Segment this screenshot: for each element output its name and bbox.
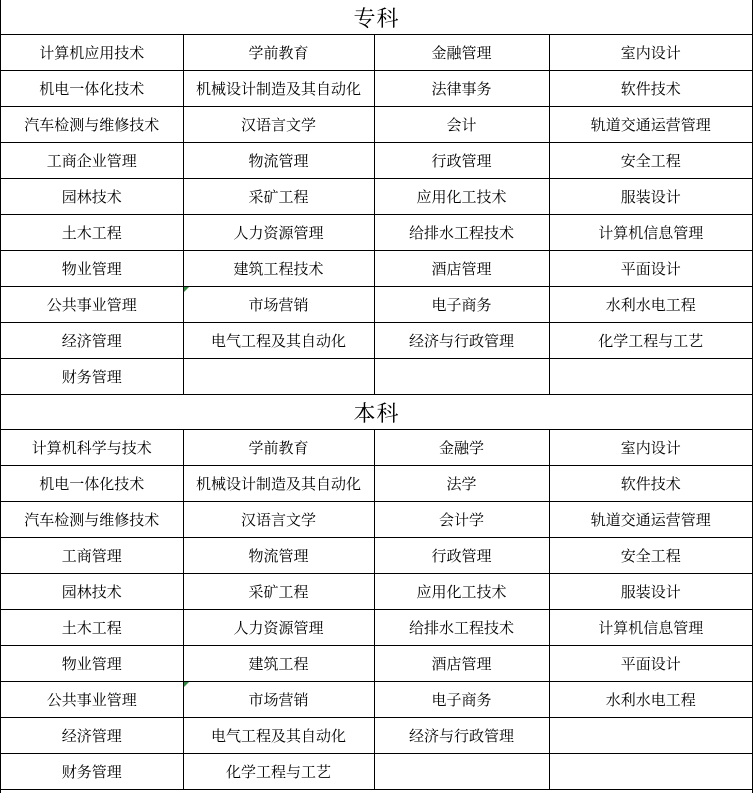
table-cell: 金融管理 xyxy=(374,35,549,71)
majors-table xyxy=(1,0,752,790)
table-cell: 电气工程及其自动化 xyxy=(183,718,374,754)
table-row xyxy=(1,682,752,718)
table-cell-marked xyxy=(183,287,374,323)
table-cell: 汉语言文学 xyxy=(183,107,374,143)
table-cell: 电气工程及其自动化 xyxy=(183,323,374,359)
table-cell: 轨道交通运营管理 xyxy=(549,107,752,143)
table-cell: 机械设计制造及其自动化 xyxy=(183,71,374,107)
table-cell: 酒店管理 xyxy=(374,646,549,682)
table-row xyxy=(1,754,752,790)
table-cell: 软件技术 xyxy=(549,466,752,502)
table-cell xyxy=(183,359,374,395)
table-cell: 水利水电工程 xyxy=(549,682,752,718)
table-cell xyxy=(549,359,752,395)
table-cell: 工商管理 xyxy=(1,538,183,574)
table-cell: 采矿工程 xyxy=(183,574,374,610)
table-cell: 土木工程 xyxy=(1,215,183,251)
table-cell: 人力资源管理 xyxy=(183,215,374,251)
table-cell: 工商企业管理 xyxy=(1,143,183,179)
table-cell: 服装设计 xyxy=(549,574,752,610)
table-cell: 经济管理 xyxy=(1,718,183,754)
table-row xyxy=(1,538,752,574)
table-cell: 金融学 xyxy=(374,430,549,466)
table-cell: 经济管理 xyxy=(1,323,183,359)
table-cell: 土木工程 xyxy=(1,610,183,646)
table-row xyxy=(1,251,752,287)
table-cell: 汽车检测与维修技术 xyxy=(1,502,183,538)
table-cell: 法律事务 xyxy=(374,71,549,107)
table-cell: 汉语言文学 xyxy=(183,502,374,538)
table-cell: 经济与行政管理 xyxy=(374,718,549,754)
table-cell: 汽车检测与维修技术 xyxy=(1,107,183,143)
table-row xyxy=(1,718,752,754)
table-row xyxy=(1,107,752,143)
table-cell: 平面设计 xyxy=(549,251,752,287)
table-row xyxy=(1,430,752,466)
table-row xyxy=(1,215,752,251)
table-cell: 会计学 xyxy=(374,502,549,538)
table-cell: 建筑工程 xyxy=(183,646,374,682)
table-cell: 人力资源管理 xyxy=(183,610,374,646)
table-cell: 公共事业管理 xyxy=(1,682,183,718)
table-cell: 给排水工程技术 xyxy=(374,215,549,251)
majors-table-body xyxy=(1,0,752,790)
section-title-row xyxy=(1,395,752,430)
table-cell: 建筑工程技术 xyxy=(183,251,374,287)
table-cell: 公共事业管理 xyxy=(1,287,183,323)
table-cell: 财务管理 xyxy=(1,359,183,395)
table-cell: 电子商务 xyxy=(374,287,549,323)
table-cell: 园林技术 xyxy=(1,179,183,215)
table-cell: 经济与行政管理 xyxy=(374,323,549,359)
table-cell: 应用化工技术 xyxy=(374,574,549,610)
table-cell: 机电一体化技术 xyxy=(1,466,183,502)
table-cell: 机电一体化技术 xyxy=(1,71,183,107)
table-cell xyxy=(549,754,752,790)
cell-comment-marker xyxy=(184,287,189,292)
section-title-zhuanke: 专科 xyxy=(1,0,752,35)
table-cell: 行政管理 xyxy=(374,538,549,574)
table-cell: 室内设计 xyxy=(549,430,752,466)
table-cell: 物业管理 xyxy=(1,646,183,682)
table-cell: 轨道交通运营管理 xyxy=(549,502,752,538)
table-row xyxy=(1,502,752,538)
table-row xyxy=(1,466,752,502)
table-cell: 软件技术 xyxy=(549,71,752,107)
table-cell: 物流管理 xyxy=(183,143,374,179)
table-row xyxy=(1,287,752,323)
section-title-benke: 本科 xyxy=(1,395,752,430)
table-cell: 物业管理 xyxy=(1,251,183,287)
table-cell: 行政管理 xyxy=(374,143,549,179)
table-cell: 物流管理 xyxy=(183,538,374,574)
table-row xyxy=(1,359,752,395)
table-cell: 安全工程 xyxy=(549,538,752,574)
table-cell: 计算机信息管理 xyxy=(549,610,752,646)
section-title-row xyxy=(1,0,752,35)
table-cell: 电子商务 xyxy=(374,682,549,718)
table-cell-marked xyxy=(183,682,374,718)
table-cell: 化学工程与工艺 xyxy=(549,323,752,359)
cell-comment-marker xyxy=(184,682,189,687)
table-cell: 采矿工程 xyxy=(183,179,374,215)
table-cell: 化学工程与工艺 xyxy=(183,754,374,790)
table-cell: 服装设计 xyxy=(549,179,752,215)
table-cell: 财务管理 xyxy=(1,754,183,790)
table-row xyxy=(1,610,752,646)
table-cell: 安全工程 xyxy=(549,143,752,179)
table-cell xyxy=(374,359,549,395)
table-row xyxy=(1,323,752,359)
table-cell xyxy=(549,718,752,754)
table-cell: 学前教育 xyxy=(183,430,374,466)
table-cell: 室内设计 xyxy=(549,35,752,71)
table-cell: 法学 xyxy=(374,466,549,502)
table-cell: 学前教育 xyxy=(183,35,374,71)
table-cell: 平面设计 xyxy=(549,646,752,682)
table-row xyxy=(1,179,752,215)
table-cell: 计算机科学与技术 xyxy=(1,430,183,466)
table-cell: 计算机应用技术 xyxy=(1,35,183,71)
table-cell-text: 市场营销 xyxy=(248,296,309,314)
table-row xyxy=(1,71,752,107)
table-cell: 应用化工技术 xyxy=(374,179,549,215)
table-cell: 计算机信息管理 xyxy=(549,215,752,251)
table-cell-text: 市场营销 xyxy=(248,691,309,709)
table-cell: 机械设计制造及其自动化 xyxy=(183,466,374,502)
table-cell: 水利水电工程 xyxy=(549,287,752,323)
table-cell: 园林技术 xyxy=(1,574,183,610)
table-cell: 会计 xyxy=(374,107,549,143)
table-cell xyxy=(374,754,549,790)
table-row xyxy=(1,35,752,71)
table-row xyxy=(1,574,752,610)
table-cell: 酒店管理 xyxy=(374,251,549,287)
table-row xyxy=(1,143,752,179)
table-row xyxy=(1,646,752,682)
table-cell: 给排水工程技术 xyxy=(374,610,549,646)
